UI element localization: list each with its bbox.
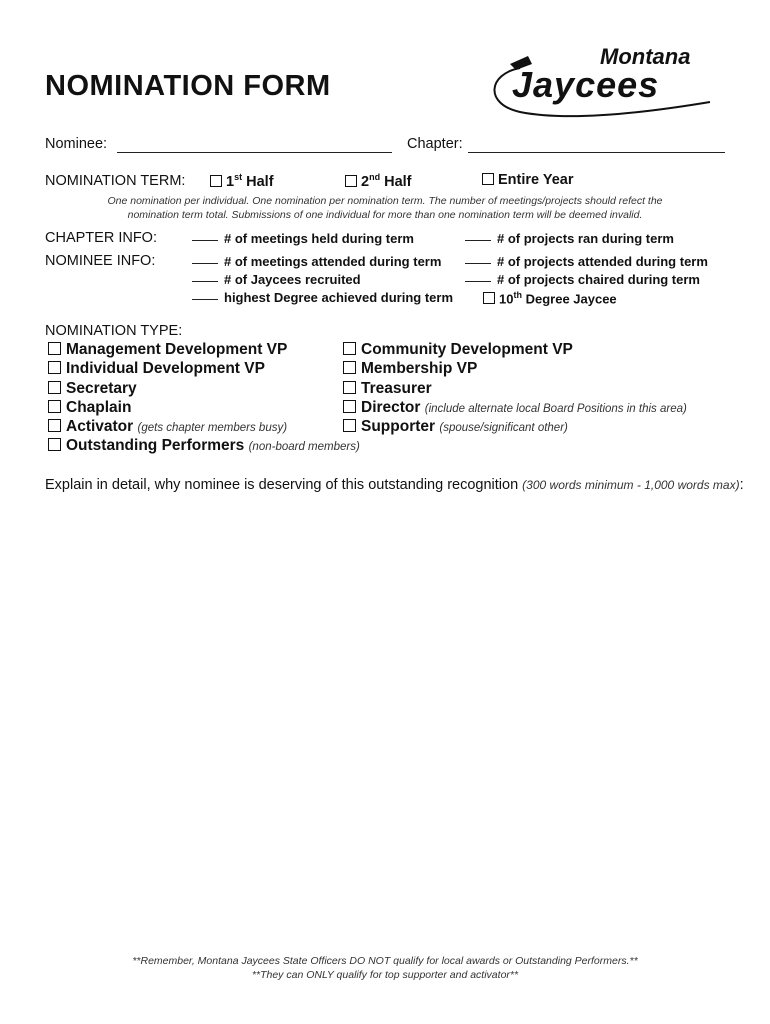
type-management-vp[interactable]: Management Development VP — [48, 341, 287, 359]
explanation-area[interactable] — [45, 500, 725, 940]
nominee-projects-chaired-item[interactable]: # of projects chaired during term — [465, 272, 700, 287]
blank-line[interactable] — [465, 263, 491, 264]
type-chaplain[interactable]: Chaplain — [48, 399, 131, 417]
nominee-meetings-item[interactable]: # of meetings attended during term — [192, 254, 441, 269]
nominee-recruited-item[interactable]: # of Jaycees recruited — [192, 272, 361, 287]
footer-note-line1: **Remember, Montana Jaycees State Officers DO NOT qualify for local awards or Outstanding Performers.** — [132, 955, 638, 967]
logo-text-montana: Montana — [600, 44, 691, 69]
supporter-note: (spouse/significant other) — [439, 422, 568, 434]
blank-line[interactable] — [192, 299, 218, 300]
type-treasurer[interactable]: Treasurer — [343, 380, 432, 398]
blank-line[interactable] — [192, 281, 218, 282]
form-title: NOMINATION FORM — [45, 70, 331, 102]
nominee-degree-item[interactable]: highest Degree achieved during term — [192, 290, 453, 305]
checkbox[interactable] — [48, 438, 61, 451]
checkbox[interactable] — [343, 381, 356, 394]
type-individual-vp[interactable]: Individual Development VP — [48, 360, 265, 378]
checkbox[interactable] — [48, 419, 61, 432]
checkbox[interactable] — [482, 173, 494, 185]
chapter-projects-item[interactable]: # of projects ran during term — [465, 231, 674, 246]
nominee-projects-attended-item[interactable]: # of projects attended during term — [465, 254, 708, 269]
checkbox[interactable] — [48, 400, 61, 413]
checkbox[interactable] — [343, 400, 356, 413]
checkbox[interactable] — [48, 381, 61, 394]
blank-line[interactable] — [465, 240, 491, 241]
chapter-meetings-item[interactable]: # of meetings held during term — [192, 231, 414, 246]
checkbox[interactable] — [345, 175, 357, 187]
checkbox[interactable] — [343, 419, 356, 432]
checkbox[interactable] — [343, 342, 356, 355]
logo-text-jaycees: Jaycees — [512, 64, 660, 105]
outstanding-note: (non-board members) — [248, 441, 360, 453]
type-activator[interactable]: Activator (gets chapter members busy) — [48, 418, 287, 436]
term-entire-year-option[interactable]: Entire Year — [482, 172, 574, 188]
nomination-type-label: NOMINATION TYPE: — [45, 323, 183, 339]
term-note-line1: One nomination per individual. One nomination per nomination term. The number of meetings/projects should refect the — [107, 195, 663, 207]
checkbox[interactable] — [210, 175, 222, 187]
type-membership-vp[interactable]: Membership VP — [343, 360, 477, 378]
checkbox[interactable] — [48, 361, 61, 374]
blank-line[interactable] — [192, 240, 218, 241]
chapter-field[interactable] — [468, 152, 725, 153]
term-second-half-option[interactable]: 2nd Half — [345, 172, 412, 190]
type-supporter[interactable]: Supporter (spouse/significant other) — [343, 418, 568, 436]
checkbox[interactable] — [343, 361, 356, 374]
footer-note-line2: **They can ONLY qualify for top supporter and activator** — [251, 969, 519, 981]
nominee-label: Nominee: — [45, 136, 108, 152]
checkbox[interactable] — [48, 342, 61, 355]
term-note-line2: nomination term total. Submissions of one individual for more than one nomination term will be deemed invalid. — [127, 209, 643, 221]
blank-line[interactable] — [465, 281, 491, 282]
chapter-info-label: CHAPTER INFO: — [45, 230, 157, 246]
explain-prompt: Explain in detail, why nominee is deserving of this outstanding recognition (300 words minimum - 1,000 words max): — [45, 477, 744, 493]
nominee-info-label: NOMINEE INFO: — [45, 253, 156, 269]
type-director[interactable]: Director (include alternate local Board Positions in this area) — [343, 399, 687, 417]
checkbox[interactable] — [483, 292, 495, 304]
type-community-vp[interactable]: Community Development VP — [343, 341, 573, 359]
term-first-half-option[interactable]: 1st Half — [210, 172, 274, 190]
activator-note: (gets chapter members busy) — [137, 422, 288, 434]
blank-line[interactable] — [192, 263, 218, 264]
chapter-label: Chapter: — [407, 136, 463, 152]
nominee-field[interactable] — [117, 152, 392, 153]
nomination-term-label: NOMINATION TERM: — [45, 173, 186, 189]
director-note: (include alternate local Board Positions in this area) — [424, 403, 687, 415]
type-secretary[interactable]: Secretary — [48, 380, 137, 398]
tenth-degree-option[interactable]: 10th Degree Jaycee — [483, 290, 617, 306]
type-outstanding-performers[interactable]: Outstanding Performers (non-board members) — [48, 437, 360, 455]
